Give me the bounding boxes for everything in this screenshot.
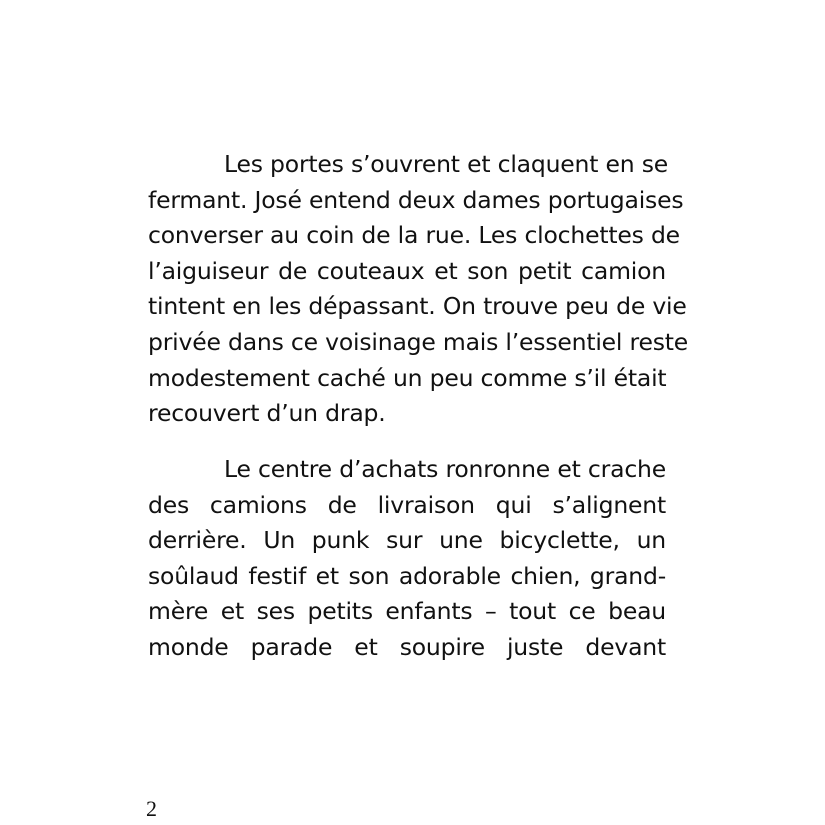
paragraph-line: Le centre d’achats ronronne et crache — [224, 455, 666, 483]
paragraph-line: l’aiguiseur de couteaux et son petit camion — [148, 256, 666, 285]
paragraph-line: modestement caché un peu comme s’il était — [148, 363, 667, 392]
paragraph-1 — [148, 147, 689, 432]
paragraph-line: converser au coin de la rue. Les clochettes de — [148, 221, 680, 250]
paragraph-line: tintent en les dépassant. On trouve peu de vie — [148, 292, 687, 321]
paragraph-line: soûlaud festif et son adorable chien, grand- — [148, 561, 666, 590]
page-number: 2 — [146, 796, 157, 821]
paragraph-line: Les portes s’ouvrent et claquent en se — [224, 150, 669, 178]
paragraph-line: fermant. José entend deux dames portugaises — [148, 185, 684, 214]
paragraph-line: mère et ses petits enfants – tout ce beau — [148, 597, 666, 626]
paragraph-2 — [148, 452, 666, 666]
paragraph-line: recouvert d’un drap. — [148, 399, 386, 428]
paragraph-line: derrière. Un punk sur une bicyclette, un — [148, 526, 666, 555]
paragraph-line: monde parade et soupire juste devant — [148, 632, 666, 661]
paragraph-line: privée dans ce voisinage mais l’essentiel reste — [148, 327, 689, 356]
paragraph-line: des camions de livraison qui s’alignent — [148, 490, 666, 519]
